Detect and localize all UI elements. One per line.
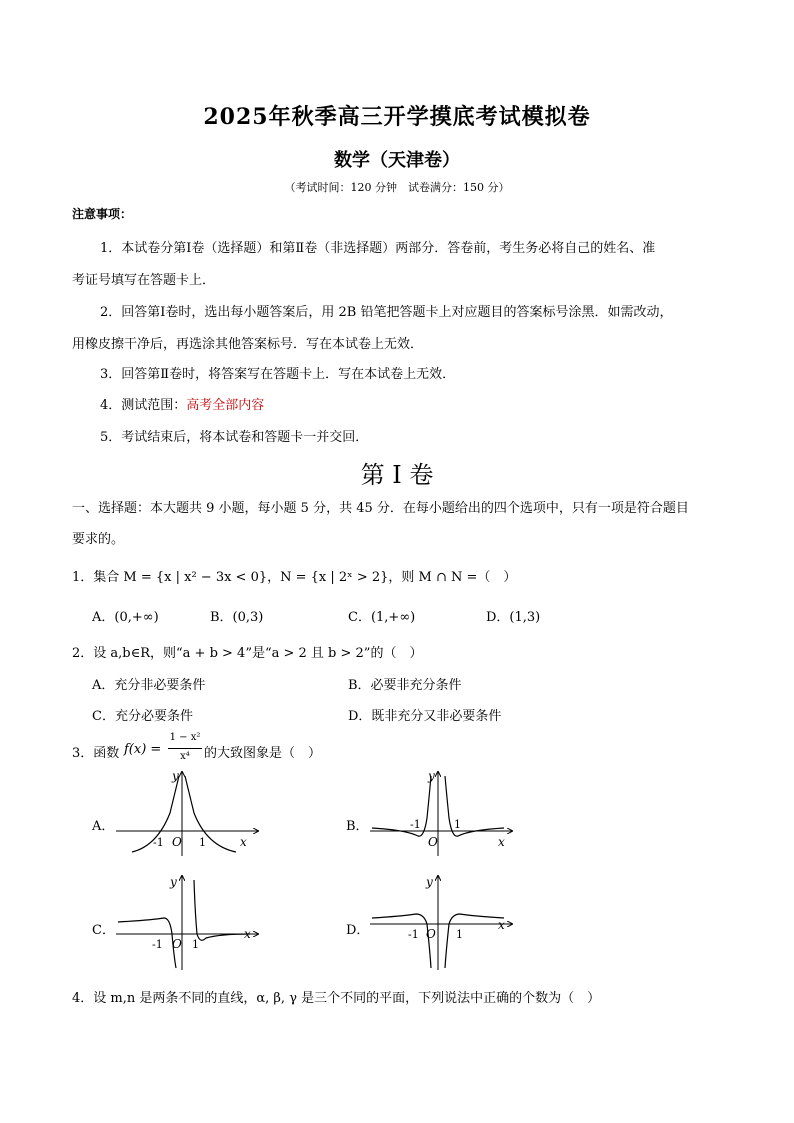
origin-label: O (172, 937, 182, 951)
neg-one-tick: -1 (153, 836, 164, 849)
neg-one-tick: -1 (408, 928, 419, 941)
question-2-option-a: A．充分非必要条件 (92, 678, 206, 693)
curve-right-branch (185, 776, 236, 852)
y-label: y (426, 875, 433, 889)
curve-left-branch (372, 776, 431, 836)
question-2-option-b: B．必要非充分条件 (348, 678, 462, 693)
question-1-option-d: D．(1,3) (486, 610, 541, 625)
origin-label: O (172, 835, 182, 849)
graph-option-a (112, 768, 262, 858)
x-label: x (498, 835, 505, 849)
part-heading: 第 I 卷 (360, 461, 434, 489)
graph-option-d (366, 872, 516, 972)
origin-label: O (426, 927, 436, 941)
x-label: x (240, 835, 247, 849)
pos-one-tick: 1 (192, 938, 199, 951)
curve-left-branch (372, 914, 431, 968)
section-instruction-line-1: 一、选择题：本大题共 9 小题，每小题 5 分，共 45 分．在每小题给出的四个选项中，只有一项是符合题目 (72, 501, 689, 516)
question-2-option-c: C．充分必要条件 (92, 709, 193, 724)
question-1-stem: 1．集合 M = {x | x² − 3x < 0}，N = {x | 2ˣ > 2}，则 M ∩ N =（ ） (72, 570, 517, 585)
x-label: x (244, 927, 251, 941)
question-3-prefix: 3．函数 (72, 746, 120, 761)
pos-one-tick: 1 (199, 836, 206, 849)
exam-info: （考试时间：120 分钟 试卷满分：150 分） (284, 181, 510, 194)
neg-one-tick: -1 (152, 938, 163, 951)
curve-left-branch (118, 918, 176, 968)
graph-option-c (112, 872, 262, 972)
question-2-option-d: D．既非充分又非必要条件 (348, 709, 502, 724)
fraction-denominator: x⁴ (180, 751, 190, 762)
question-1-option-a: A．(0,+∞) (92, 610, 159, 625)
section-instruction-line-2: 要求的。 (72, 532, 125, 547)
question-3-option-a: A． (92, 819, 115, 834)
question-1-option-c: C．(1,+∞) (348, 610, 416, 625)
note-1-line-2: 考证号填写在答题卡上． (72, 273, 216, 288)
question-2-stem: 2．设 a,b∈R，则“a + b > 4”是“a > 2 且 b > 2”的（ ） (72, 646, 423, 661)
question-3-suffix: 的大致图象是（ ） (204, 746, 322, 761)
function-lhs: f(x) = (124, 742, 162, 757)
question-3-option-d: D． (346, 923, 370, 938)
y-label: y (172, 769, 179, 783)
question-4-stem: 4．设 m,n 是两条不同的直线，α, β, γ 是三个不同的平面，下列说法中正确的个数为（ ） (72, 991, 601, 1006)
fraction-bar (168, 748, 202, 749)
note-2-line-2: 用橡皮擦干净后，再选涂其他答案标号．写在本试卷上无效． (72, 337, 424, 352)
curve-right-branch (445, 914, 504, 968)
exam-subtitle: 数学（天津卷） (334, 150, 460, 171)
question-3-option-b: B． (346, 819, 369, 834)
question-3-option-c: C． (92, 923, 115, 938)
notes-heading: 注意事项： (72, 207, 133, 221)
fraction-numerator: 1 − x² (169, 732, 201, 743)
question-1-option-b: B．(0,3) (210, 610, 264, 625)
note-2-line-1: 2．回答第Ⅰ卷时，选出每小题答案后，用 2B 铅笔把答题卡上对应题目的答案标号涂黑．如需改动， (100, 305, 673, 320)
note-3: 3．回答第Ⅱ卷时，将答案写在答题卡上．写在本试卷上无效． (100, 367, 456, 382)
exam-title: 2025年秋季高三开学摸底考试模拟卷 (203, 104, 591, 130)
curve-right-branch (194, 880, 250, 940)
test-scope: 高考全部内容 (186, 398, 265, 413)
y-label: y (428, 769, 435, 783)
note-4-prefix: 4．测试范围： (100, 398, 187, 413)
note-4 (100, 394, 264, 413)
pos-one-tick: 1 (456, 928, 463, 941)
x-label: x (498, 918, 505, 932)
y-label: y (170, 875, 177, 889)
note-5: 5．考试结束后，将本试卷和答题卡一并交回． (100, 430, 369, 445)
graph-option-b (366, 768, 516, 858)
neg-one-tick: -1 (410, 818, 421, 831)
pos-one-tick: 1 (454, 818, 461, 831)
origin-label: O (428, 835, 438, 849)
note-1-line-1: 1．本试卷分第Ⅰ卷（选择题）和第Ⅱ卷（非选择题）两部分．答卷前，考生务必将自己的姓名、准 (100, 241, 656, 256)
